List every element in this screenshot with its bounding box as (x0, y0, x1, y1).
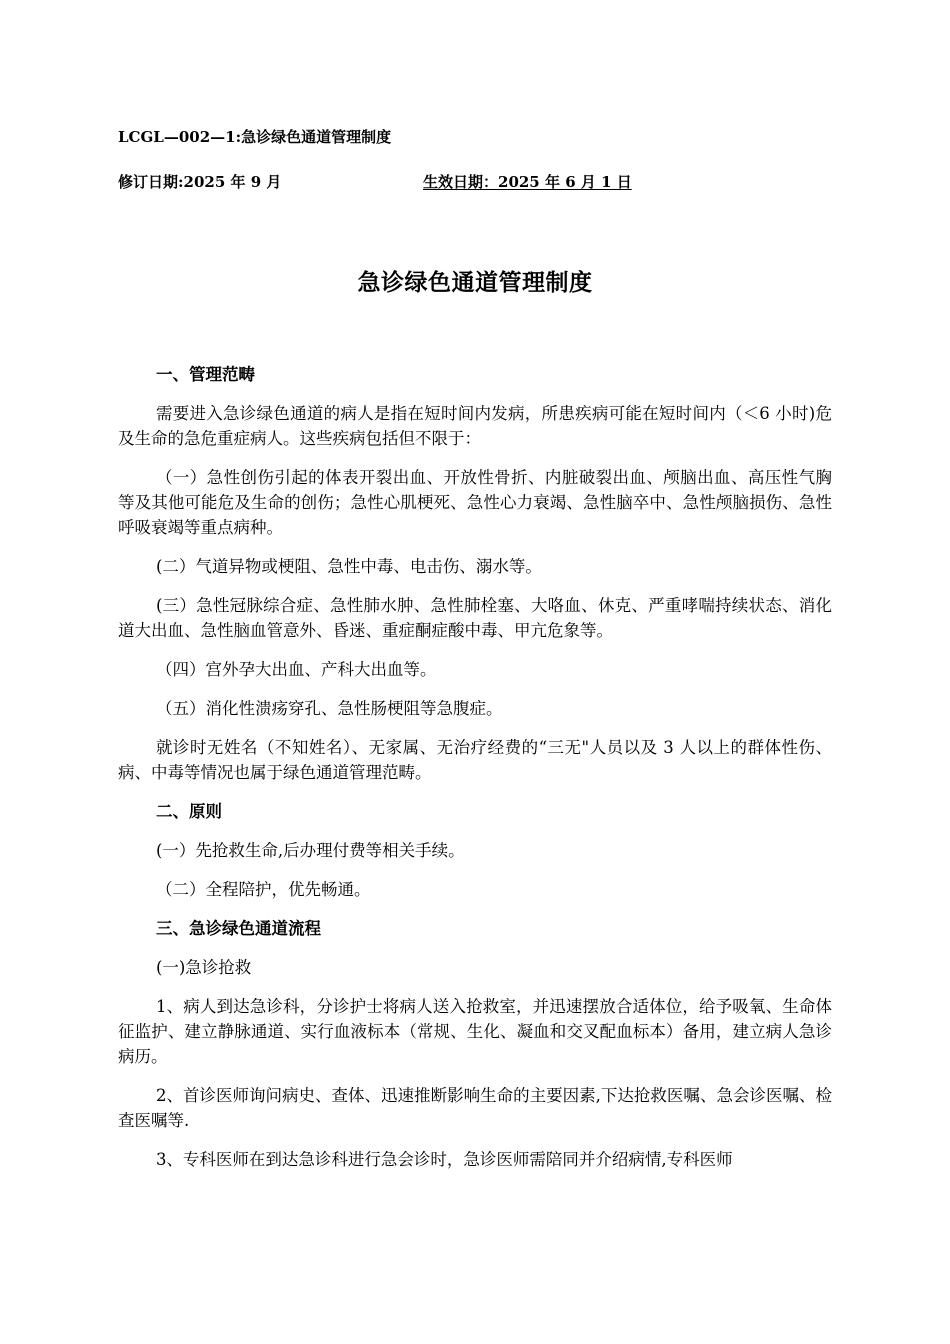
paragraph: (一)急诊抢救 (155, 958, 252, 977)
paragraph: (一）先抢救生命,后办理付费等相关手续。 (155, 841, 465, 860)
section-heading-principles: 二、原则 (155, 802, 222, 821)
section-heading-scope: 一、管理范畴 (155, 365, 255, 384)
paragraph: 需要进入急诊绿色通道的病人是指在短时间内发病，所患疾病可能在短时间内（＜6 小时)危及生命的急危重症病人。这些疾病包括但不限于： (118, 404, 832, 448)
paragraph: 3、专科医师在到达急诊科进行急会诊时，急诊医师需陪同并介绍病情,专科医师 (155, 1150, 733, 1169)
document-code: LCGL—002—1:急诊绿色通道管理制度 (118, 128, 392, 146)
paragraph: 1、病人到达急诊科，分诊护士将病人送入抢救室，并迅速摆放合适体位，给予吸氧、生命体征监护、建立静脉通道、实行血液标本（常规、生化、凝血和交叉配血标本）备用，建立病人急诊病历。 (118, 997, 832, 1066)
document-dates (118, 171, 632, 192)
revised-date: 修订日期:2025 年 9 月 (118, 173, 282, 191)
page-title: 急诊绿色通道管理制度 (357, 269, 593, 296)
paragraph: 就诊时无姓名（不知姓名）、无家属、无治疗经费的“三无"人员以及 3 人以上的群体性伤、病、中毒等情况也属于绿色通道管理范畴。 (118, 738, 832, 782)
section-heading-process: 三、急诊绿色通道流程 (155, 919, 321, 938)
paragraph: （一）急性创伤引起的体表开裂出血、开放性骨折、内脏破裂出血、颅脑出血、高压性气胸等及其他可能危及生命的创伤；急性心肌梗死、急性心力衰竭、急性脑卒中、急性颅脑损伤、急性呼吸衰竭等重点病种。 (118, 468, 832, 537)
paragraph: (三）急性冠脉综合症、急性肺水肿、急性肺栓塞、大咯血、休克、严重哮喘持续状态、消化道大出血、急性脑血管意外、昏迷、重症酮症酸中毒、甲亢危象等。 (118, 596, 832, 640)
paragraph: （四）宫外孕大出血、产科大出血等。 (155, 660, 437, 679)
paragraph: （二）全程陪护，优先畅通。 (155, 880, 371, 899)
effective-date: 生效日期：2025 年 6 月 1 日 (423, 173, 632, 191)
paragraph: (二）气道异物或梗阻、急性中毒、电击伤、溺水等。 (155, 557, 542, 576)
paragraph: （五）消化性溃疡穿孔、急性肠梗阻等急腹症。 (155, 699, 503, 718)
paragraph: 2、首诊医师询问病史、查体、迅速推断影响生命的主要因素,下达抢救医嘱、急会诊医嘱、检查医嘱等. (118, 1086, 832, 1130)
document-body (118, 362, 832, 1186)
